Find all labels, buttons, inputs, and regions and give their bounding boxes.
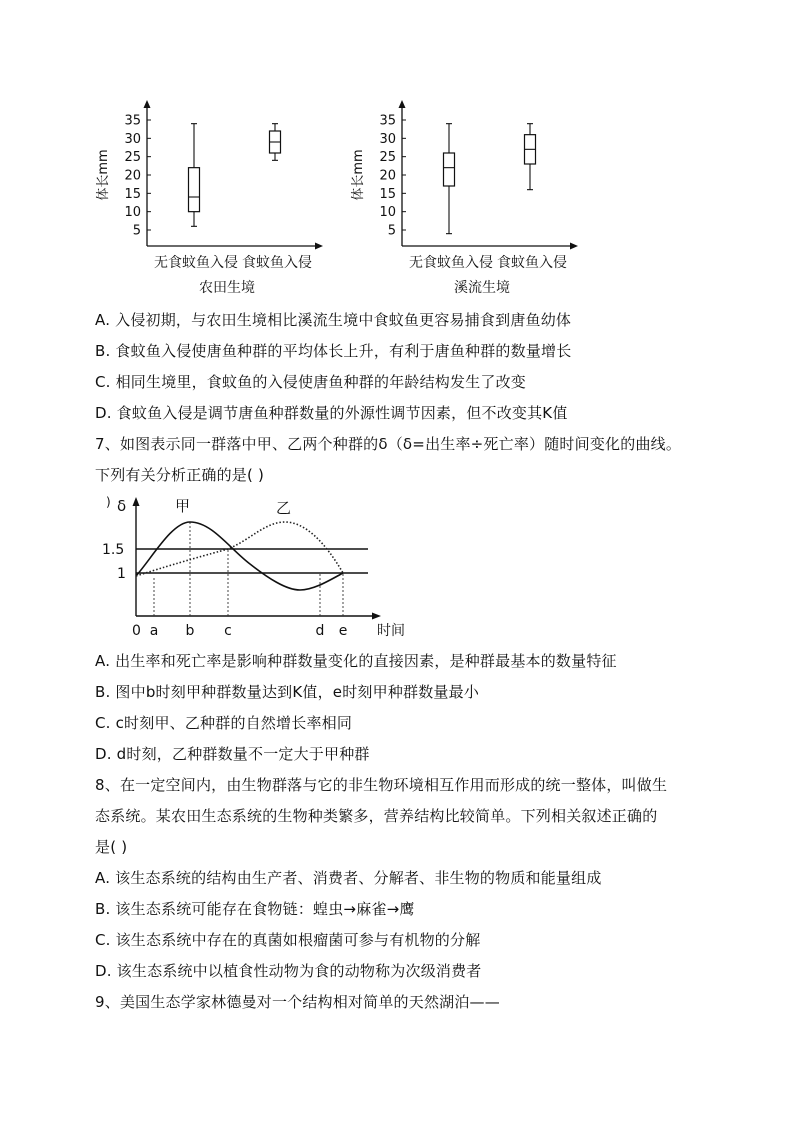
- box-1: [189, 124, 200, 227]
- x-axis-arrow: [315, 243, 323, 250]
- q7-option-a: A. 出生率和死亡率是影响种群数量变化的直接因素，是种群最基本的数量特征: [95, 652, 617, 670]
- q8-option-d: D. 该生态系统中以植食性动物为食的动物称为次级消费者: [95, 962, 482, 980]
- y-tick-label: 5: [132, 223, 141, 239]
- boxplot-svg: [95, 95, 615, 300]
- y-tick-label: 25: [379, 150, 396, 166]
- boxplot-figure: [95, 95, 615, 300]
- y-tick-label: 30: [379, 131, 396, 147]
- category-label: 无食蚊鱼入侵: [409, 255, 493, 271]
- q7-stem-line1: 7、如图表示同一群落中甲、乙两个种群的δ（δ=出生率÷死亡率）随时间变化的曲线。: [95, 435, 682, 453]
- boxplot-panel-2: [350, 100, 578, 296]
- panel-title: 溪流生境: [454, 280, 510, 296]
- x-axis-label: 时间: [377, 623, 405, 639]
- x-tick-label: a: [149, 623, 159, 639]
- y-tick-label: 1.5: [102, 542, 125, 558]
- figure-paren: ): [106, 495, 111, 509]
- delta-chart: [102, 495, 405, 639]
- category-label: 食蚊鱼入侵: [497, 255, 567, 271]
- x-tick-label: b: [185, 623, 195, 639]
- y-tick-label: 15: [124, 186, 141, 202]
- q9-stem-line1: 9、美国生态学家林德曼对一个结构相对简单的天然湖泊——: [95, 993, 500, 1011]
- y-tick-label: 20: [124, 168, 141, 184]
- y-axis-label: 体长mm: [351, 149, 366, 201]
- q7-option-b: B. 图中b时刻甲种群数量达到K值，e时刻甲种群数量最小: [95, 683, 480, 701]
- y-tick-label: 1: [117, 566, 126, 582]
- x-axis-arrow: [570, 243, 578, 250]
- curve-jia: [136, 522, 343, 590]
- q7-stem-line2: 下列有关分析正确的是( ): [95, 466, 265, 484]
- y-axis-arrow: [133, 497, 140, 506]
- q7-option-d: D. d时刻，乙种群数量不一定大于甲种群: [95, 745, 370, 763]
- x-tick-label: d: [315, 623, 325, 639]
- y-tick-label: 15: [379, 186, 396, 202]
- y-tick-label: 5: [387, 223, 396, 239]
- boxplot-panel-1: [95, 100, 323, 296]
- q7-option-c: C. c时刻甲、乙种群的自然增长率相同: [95, 714, 353, 732]
- box-iqr: [189, 168, 200, 212]
- x-tick-label: e: [338, 623, 348, 639]
- y-axis-label: 体长mm: [96, 149, 111, 201]
- q6-option-a: A. 入侵初期，与农田生境相比溪流生境中食蚊鱼更容易捕食到唐鱼幼体: [95, 311, 572, 329]
- q8-stem-line2: 态系统。某农田生态系统的生物种类繁多，营养结构比较简单。下列相关叙述正确的: [95, 807, 658, 825]
- y-axis-arrow: [399, 100, 406, 108]
- x-tick-label: c: [224, 623, 232, 639]
- q6-option-c: C. 相同生境里，食蚊鱼的入侵使唐鱼种群的年龄结构发生了改变: [95, 373, 527, 391]
- box-2: [270, 124, 281, 161]
- delta-curve-svg: [100, 492, 420, 642]
- y-tick-label: 35: [379, 113, 396, 129]
- x-tick-label: 0: [132, 623, 141, 639]
- box-2: [525, 124, 536, 190]
- series-label-jia: 甲: [175, 497, 191, 515]
- box-iqr: [444, 153, 455, 186]
- box-1: [444, 124, 455, 234]
- series-label-yi: 乙: [276, 499, 292, 517]
- y-tick-label: 10: [379, 205, 396, 221]
- y-tick-label: 20: [379, 168, 396, 184]
- q8-option-a: A. 该生态系统的结构由生产者、消费者、分解者、非生物的物质和能量组成: [95, 869, 602, 887]
- q6-option-b: B. 食蚊鱼入侵使唐鱼种群的平均体长上升，有利于唐鱼种群的数量增长: [95, 342, 572, 360]
- panel-title: 农田生境: [199, 280, 255, 296]
- y-tick-label: 10: [124, 205, 141, 221]
- q8-option-b: B. 该生态系统可能存在食物链：蝗虫→麻雀→鹰: [95, 900, 415, 918]
- q8-option-c: C. 该生态系统中存在的真菌如根瘤菌可参与有机物的分解: [95, 931, 481, 949]
- y-tick-label: 25: [124, 150, 141, 166]
- q8-stem-line3: 是( ): [95, 838, 128, 856]
- q6-option-d: D. 食蚊鱼入侵是调节唐鱼种群数量的外源性调节因素，但不改变其K值: [95, 404, 568, 422]
- q8-stem-line1: 8、在一定空间内，由生物群落与它的非生物环境相互作用而形成的统一整体，叫做生: [95, 776, 668, 794]
- y-axis-label: δ: [117, 497, 127, 515]
- category-label: 无食蚊鱼入侵: [154, 255, 238, 271]
- delta-curve-figure: [100, 492, 420, 642]
- x-axis-arrow: [372, 613, 381, 620]
- y-axis-arrow: [144, 100, 151, 108]
- y-tick-label: 35: [124, 113, 141, 129]
- y-tick-label: 30: [124, 131, 141, 147]
- category-label: 食蚊鱼入侵: [242, 255, 312, 271]
